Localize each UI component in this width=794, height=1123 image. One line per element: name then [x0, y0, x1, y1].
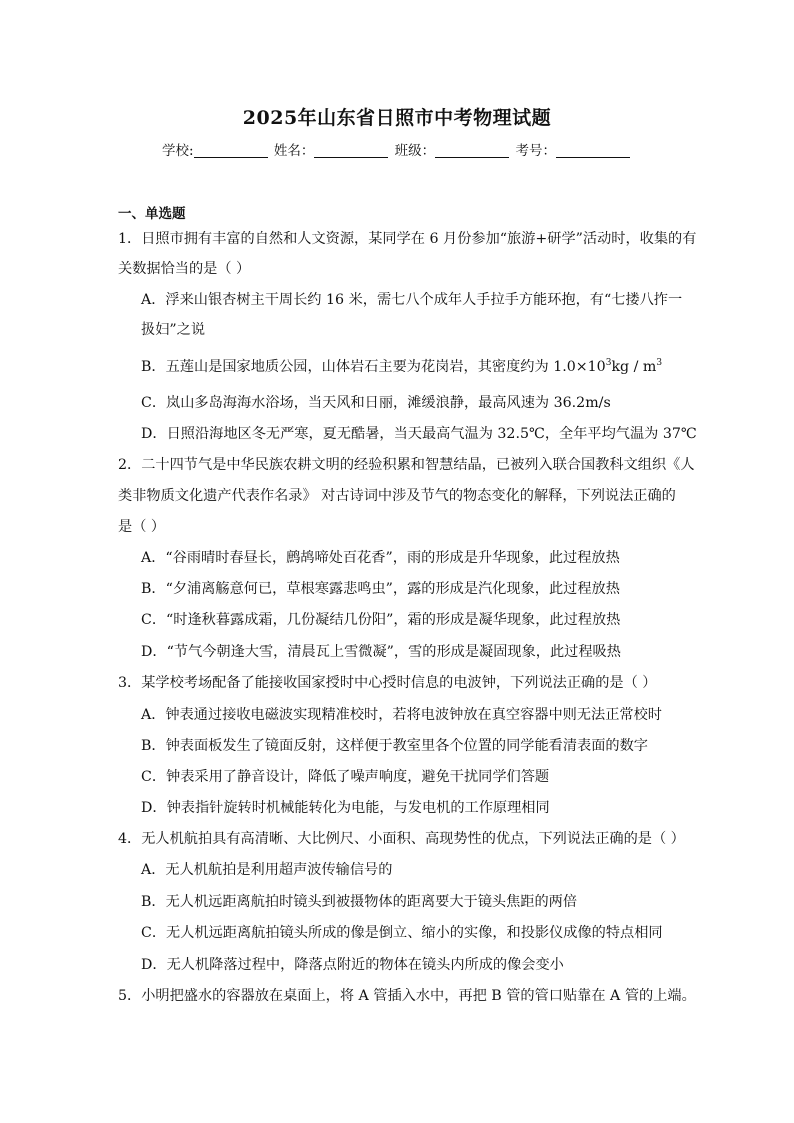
q5-stem: 5．小明把盛水的容器放在桌面上，将 A 管插入水中，再把 B 管的管口贴靠在 A 管的上端。: [118, 988, 696, 1004]
q1-stem-line2: 关数据恰当的是（ ）: [118, 261, 251, 277]
q1-option-b-unit-exponent: 3: [656, 358, 663, 368]
exam-no-blank[interactable]: [556, 143, 630, 158]
class-label: 班级：: [394, 143, 436, 159]
q1-option-b-unit: kg / m: [611, 359, 657, 375]
q3-stem: 3．某学校考场配备了能接收国家授时中心授时信息的电波钟，下列说法正确的是（ ）: [118, 675, 657, 691]
q4-option-b: B．无人机远距离航拍时镜头到被摄物体的距离要大于镜头焦距的两倍: [141, 894, 578, 910]
q4-option-a: A．无人机航拍是利用超声波传输信号的: [141, 862, 393, 878]
q4-option-d: D．无人机降落过程中，降落点附近的物体在镜头内所成的像会变小: [141, 957, 564, 973]
q1-option-a-line2: 扱妇”之说: [141, 322, 206, 338]
q1-option-d: D．日照沿海地区冬无严寒，夏无酷暑，当天最高气温为 32.5℃，全年平均气温为 37℃: [141, 426, 697, 442]
q2-option-c: C．“时逢秋暮露成霜，几份凝结几份阳”，霜的形成是凝华现象，此过程放热: [141, 612, 621, 628]
q2-stem-line2: 类非物质文化遗产代表作名录》 对古诗词中涉及节气的物态变化的解释，下列说法正确的: [118, 488, 676, 504]
q3-option-a: A．钟表通过接收电磁波实现精准校时，若将电波钟放在真空容器中则无法正常校时: [141, 707, 662, 723]
q4-option-c: C．无人机远距离航拍镜头所成的像是倒立、缩小的实像，和投影仪成像的特点相同: [141, 925, 663, 941]
q1-option-c: C．岚山多岛海海水浴场，当天风和日丽，滩缓浪静，最高风速为 36.2m/s: [141, 395, 611, 411]
school-label: 学校:: [162, 143, 194, 159]
q3-option-c: C．钟表采用了静音设计，降低了噪声响度，避免干扰同学们答题: [141, 769, 550, 785]
class-blank[interactable]: [435, 143, 509, 158]
school-blank[interactable]: [194, 143, 268, 158]
q1-option-b-prefix: B．五莲山是国家地质公园，山体岩石主要为花岗岩，其密度约为 1.0×10: [141, 359, 606, 375]
student-info-row: [0, 139, 794, 159]
q1-option-a-line1: A．浮来山银杏树主干周长约 16 米，需七八个成年人手拉手方能环抱，有“七搂八拃一: [141, 292, 683, 308]
q3-option-b: B．钟表面板发生了镜面反射，这样便于教室里各个位置的同学能看清表面的数字: [141, 738, 648, 754]
q2-option-d: D．“节气今朝逢大雪，清晨瓦上雪微凝”，雪的形成是凝固现象，此过程吸热: [141, 644, 621, 660]
name-label: 姓名：: [273, 143, 315, 159]
section-heading: 一、单选题: [118, 206, 186, 222]
q1-option-b: [141, 357, 662, 377]
exam-no-label: 考号：: [515, 143, 556, 159]
name-blank[interactable]: [314, 143, 388, 158]
page-title: 2025年山东省日照市中考物理试题: [242, 107, 552, 129]
q1-option-b-exponent: 3: [605, 358, 612, 368]
q3-option-d: D．钟表指针旋转时机械能转化为电能，与发电机的工作原理相同: [141, 800, 550, 816]
q2-option-a: A．“谷雨晴时春昼长，鹧鸪啼处百花香”，雨的形成是升华现象，此过程放热: [141, 550, 620, 566]
q1-stem-line1: 1．日照市拥有丰富的自然和人文资源，某同学在 6 月份参加“旅游+研学”活动时，收集的有: [118, 231, 697, 247]
q4-stem: 4．无人机航拍具有高清晰、大比例尺、小面积、高现势性的优点，下列说法正确的是（ ）: [118, 831, 685, 847]
q2-stem-line1: 2．二十四节气是中华民族农耕文明的经验积累和智慧结晶，已被列入联合国教科文组织《人: [118, 457, 695, 473]
q2-option-b: B．“夕浦离觞意何已，草根寒露悲鸣虫”，露的形成是汽化现象，此过程放热: [141, 581, 620, 597]
q2-stem-line3: 是（ ）: [118, 519, 166, 535]
